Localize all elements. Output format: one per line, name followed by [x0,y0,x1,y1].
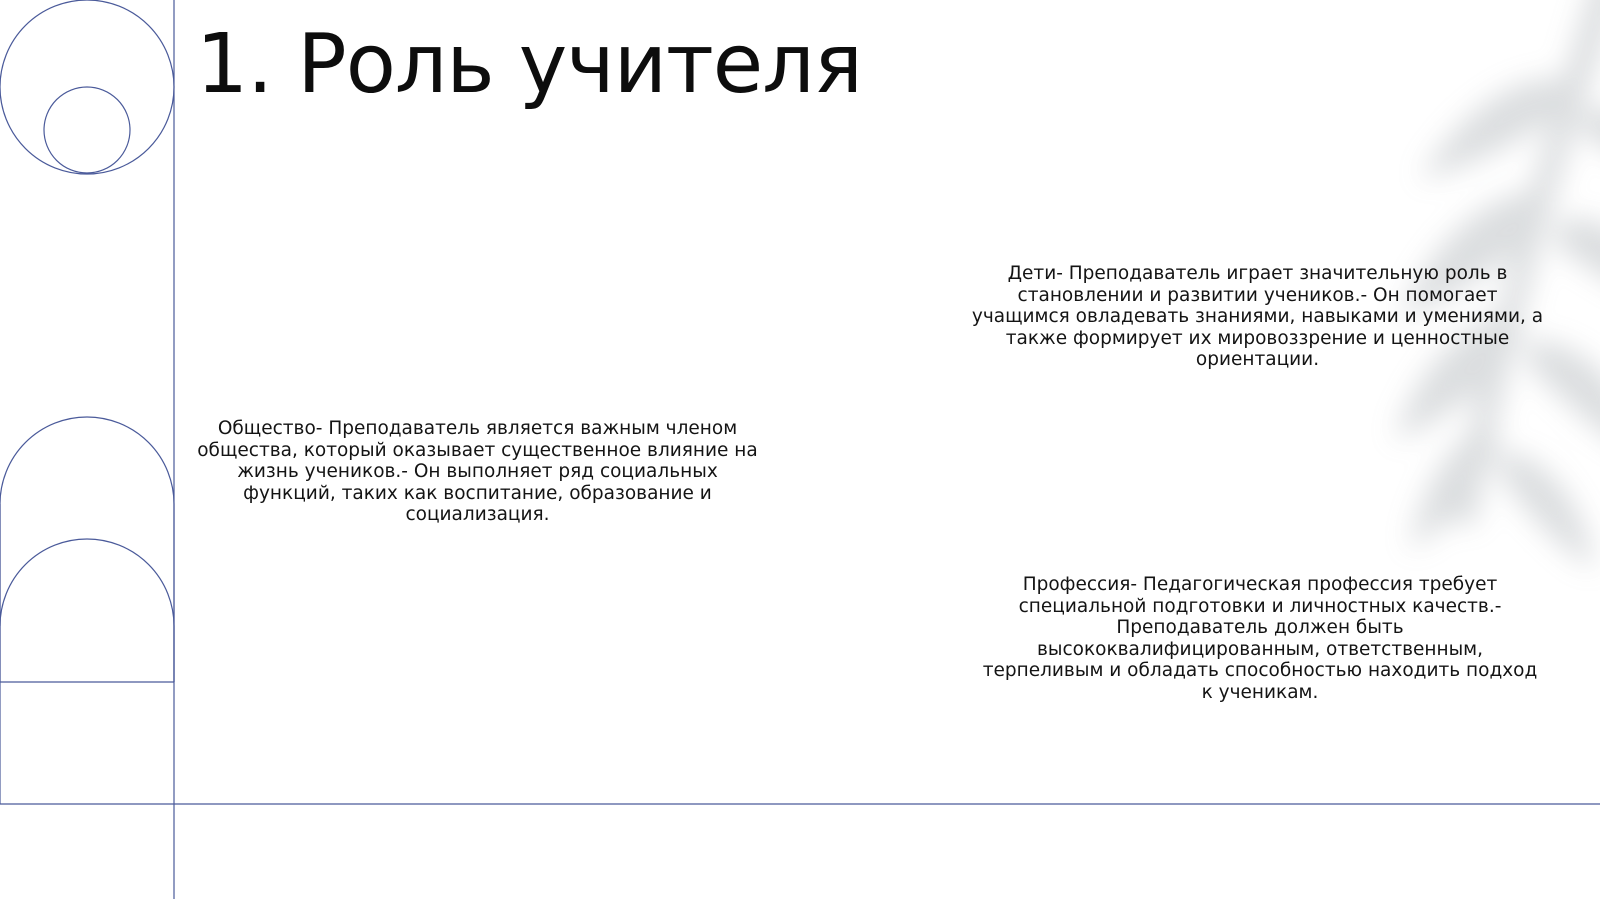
profession-text-block: Профессия- Педагогическая профессия требует специальной подготовки и личностных качеств.- Преподаватель должен быть высококвалифицированным, ответственным, терпеливым и обладать способностью находить подход к ученикам. [982,574,1538,703]
large-circle-shape [0,0,174,174]
children-text-block: Дети- Преподаватель играет значительную роль в становлении и развитии учеников.- Он помогает учащимся овладевать знаниями, навыками и умениями, а также формирует их мировоззрение и ценностные ориентации. [971,263,1544,371]
small-circle-shape [44,87,130,173]
upper-arch-shape [0,417,174,682]
lower-arch-shape [0,539,174,682]
slide-title: 1. Роль учителя [196,17,862,112]
society-text-block: Общество- Преподаватель является важным членом общества, который оказывает существенное влияние на жизнь учеников.- Он выполняет ряд социальных функций, таких как воспитание, образование и социализация. [197,418,758,526]
